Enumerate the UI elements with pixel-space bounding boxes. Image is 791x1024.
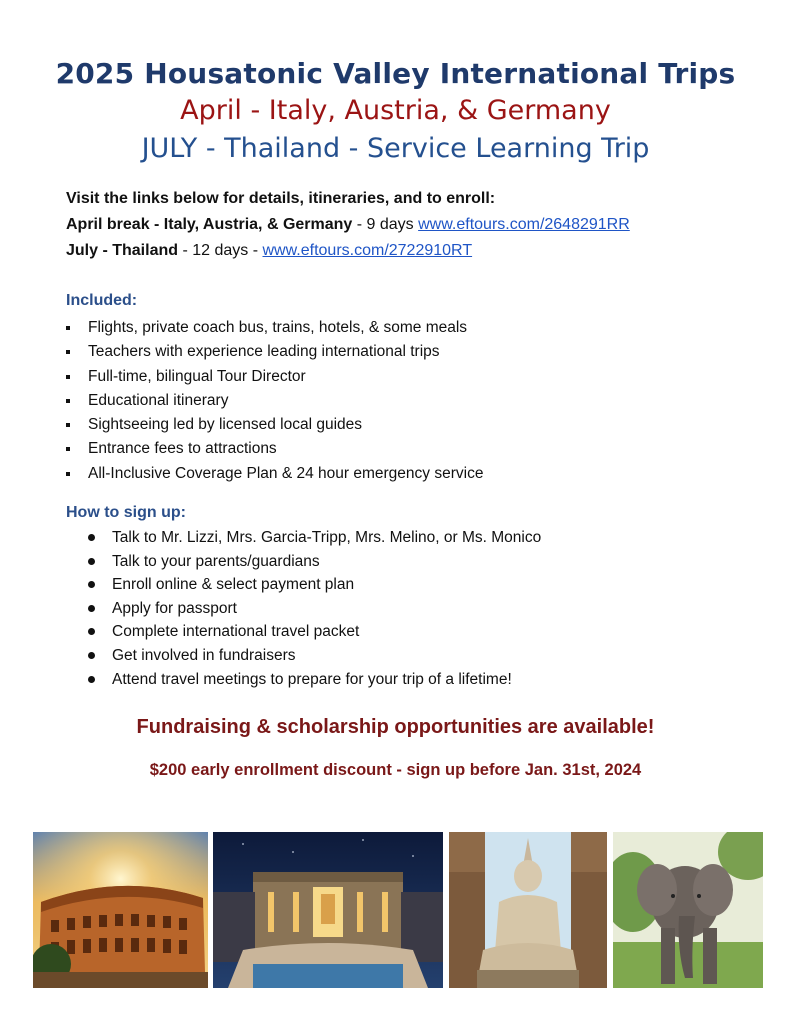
square-bullet-icon <box>66 326 70 330</box>
trevi-fountain-photo <box>213 832 443 988</box>
july-trip-label: July - Thailand <box>66 242 179 259</box>
round-bullet-icon <box>88 628 95 635</box>
april-trip-label: April break - Italy, Austria, & Germany <box>66 216 353 233</box>
round-bullet-icon <box>88 605 95 612</box>
square-bullet-icon <box>66 423 70 427</box>
list-item: Flights, private coach bus, trains, hotels, & some meals <box>66 316 483 340</box>
colosseum-photo <box>33 832 208 988</box>
subtitle-april: April - Italy, Austria, & Germany <box>180 95 611 126</box>
square-bullet-icon <box>66 399 70 403</box>
page-title: 2025 Housatonic Valley International Trips <box>55 57 736 90</box>
list-item: Get involved in fundraisers <box>88 644 541 668</box>
list-item: Entrance fees to attractions <box>66 437 483 461</box>
april-trip-detail: - 9 days <box>352 216 419 233</box>
july-trip-link[interactable]: www.eftours.com/2722910RT <box>262 242 473 259</box>
list-item: Talk to Mr. Lizzi, Mrs. Garcia-Tripp, Mrs. Melino, or Ms. Monico <box>88 526 541 550</box>
square-bullet-icon <box>66 350 70 354</box>
buddha-statue-photo <box>449 832 607 988</box>
intro-section <box>66 186 630 264</box>
fundraising-callout: Fundraising & scholarship opportunities are available! <box>136 716 655 738</box>
list-item: Talk to your parents/guardians <box>88 550 541 574</box>
list-item: All-Inclusive Coverage Plan & 24 hour emergency service <box>66 462 483 486</box>
square-bullet-icon <box>66 375 70 379</box>
round-bullet-icon <box>88 558 95 565</box>
list-item: Attend travel meetings to prepare for your trip of a lifetime! <box>88 668 541 692</box>
list-item: Sightseeing led by licensed local guides <box>66 413 483 437</box>
list-item: Complete international travel packet <box>88 620 541 644</box>
list-item: Apply for passport <box>88 597 541 621</box>
round-bullet-icon <box>88 534 95 541</box>
square-bullet-icon <box>66 447 70 451</box>
round-bullet-icon <box>88 676 95 683</box>
elephant-photo <box>613 832 763 988</box>
list-item: Educational itinerary <box>66 389 483 413</box>
included-list <box>66 316 483 486</box>
intro-lead: Visit the links below for details, itineraries, and to enroll: <box>66 190 496 207</box>
round-bullet-icon <box>88 652 95 659</box>
signup-heading: How to sign up: <box>66 504 186 521</box>
title-block <box>0 56 791 168</box>
included-heading: Included: <box>66 292 138 309</box>
square-bullet-icon <box>66 472 70 476</box>
april-trip-link[interactable]: www.eftours.com/2648291RR <box>418 216 630 233</box>
july-trip-detail: - 12 days - <box>178 242 263 259</box>
list-item: Full-time, bilingual Tour Director <box>66 365 483 389</box>
list-item: Teachers with experience leading international trips <box>66 340 483 364</box>
signup-list <box>88 526 541 691</box>
round-bullet-icon <box>88 581 95 588</box>
list-item: Enroll online & select payment plan <box>88 573 541 597</box>
july-trip-line <box>66 238 630 264</box>
discount-callout: $200 early enrollment discount - sign up before Jan. 31st, 2024 <box>149 761 642 779</box>
subtitle-july: JULY - Thailand - Service Learning Trip <box>141 133 650 164</box>
april-trip-line <box>66 212 630 238</box>
